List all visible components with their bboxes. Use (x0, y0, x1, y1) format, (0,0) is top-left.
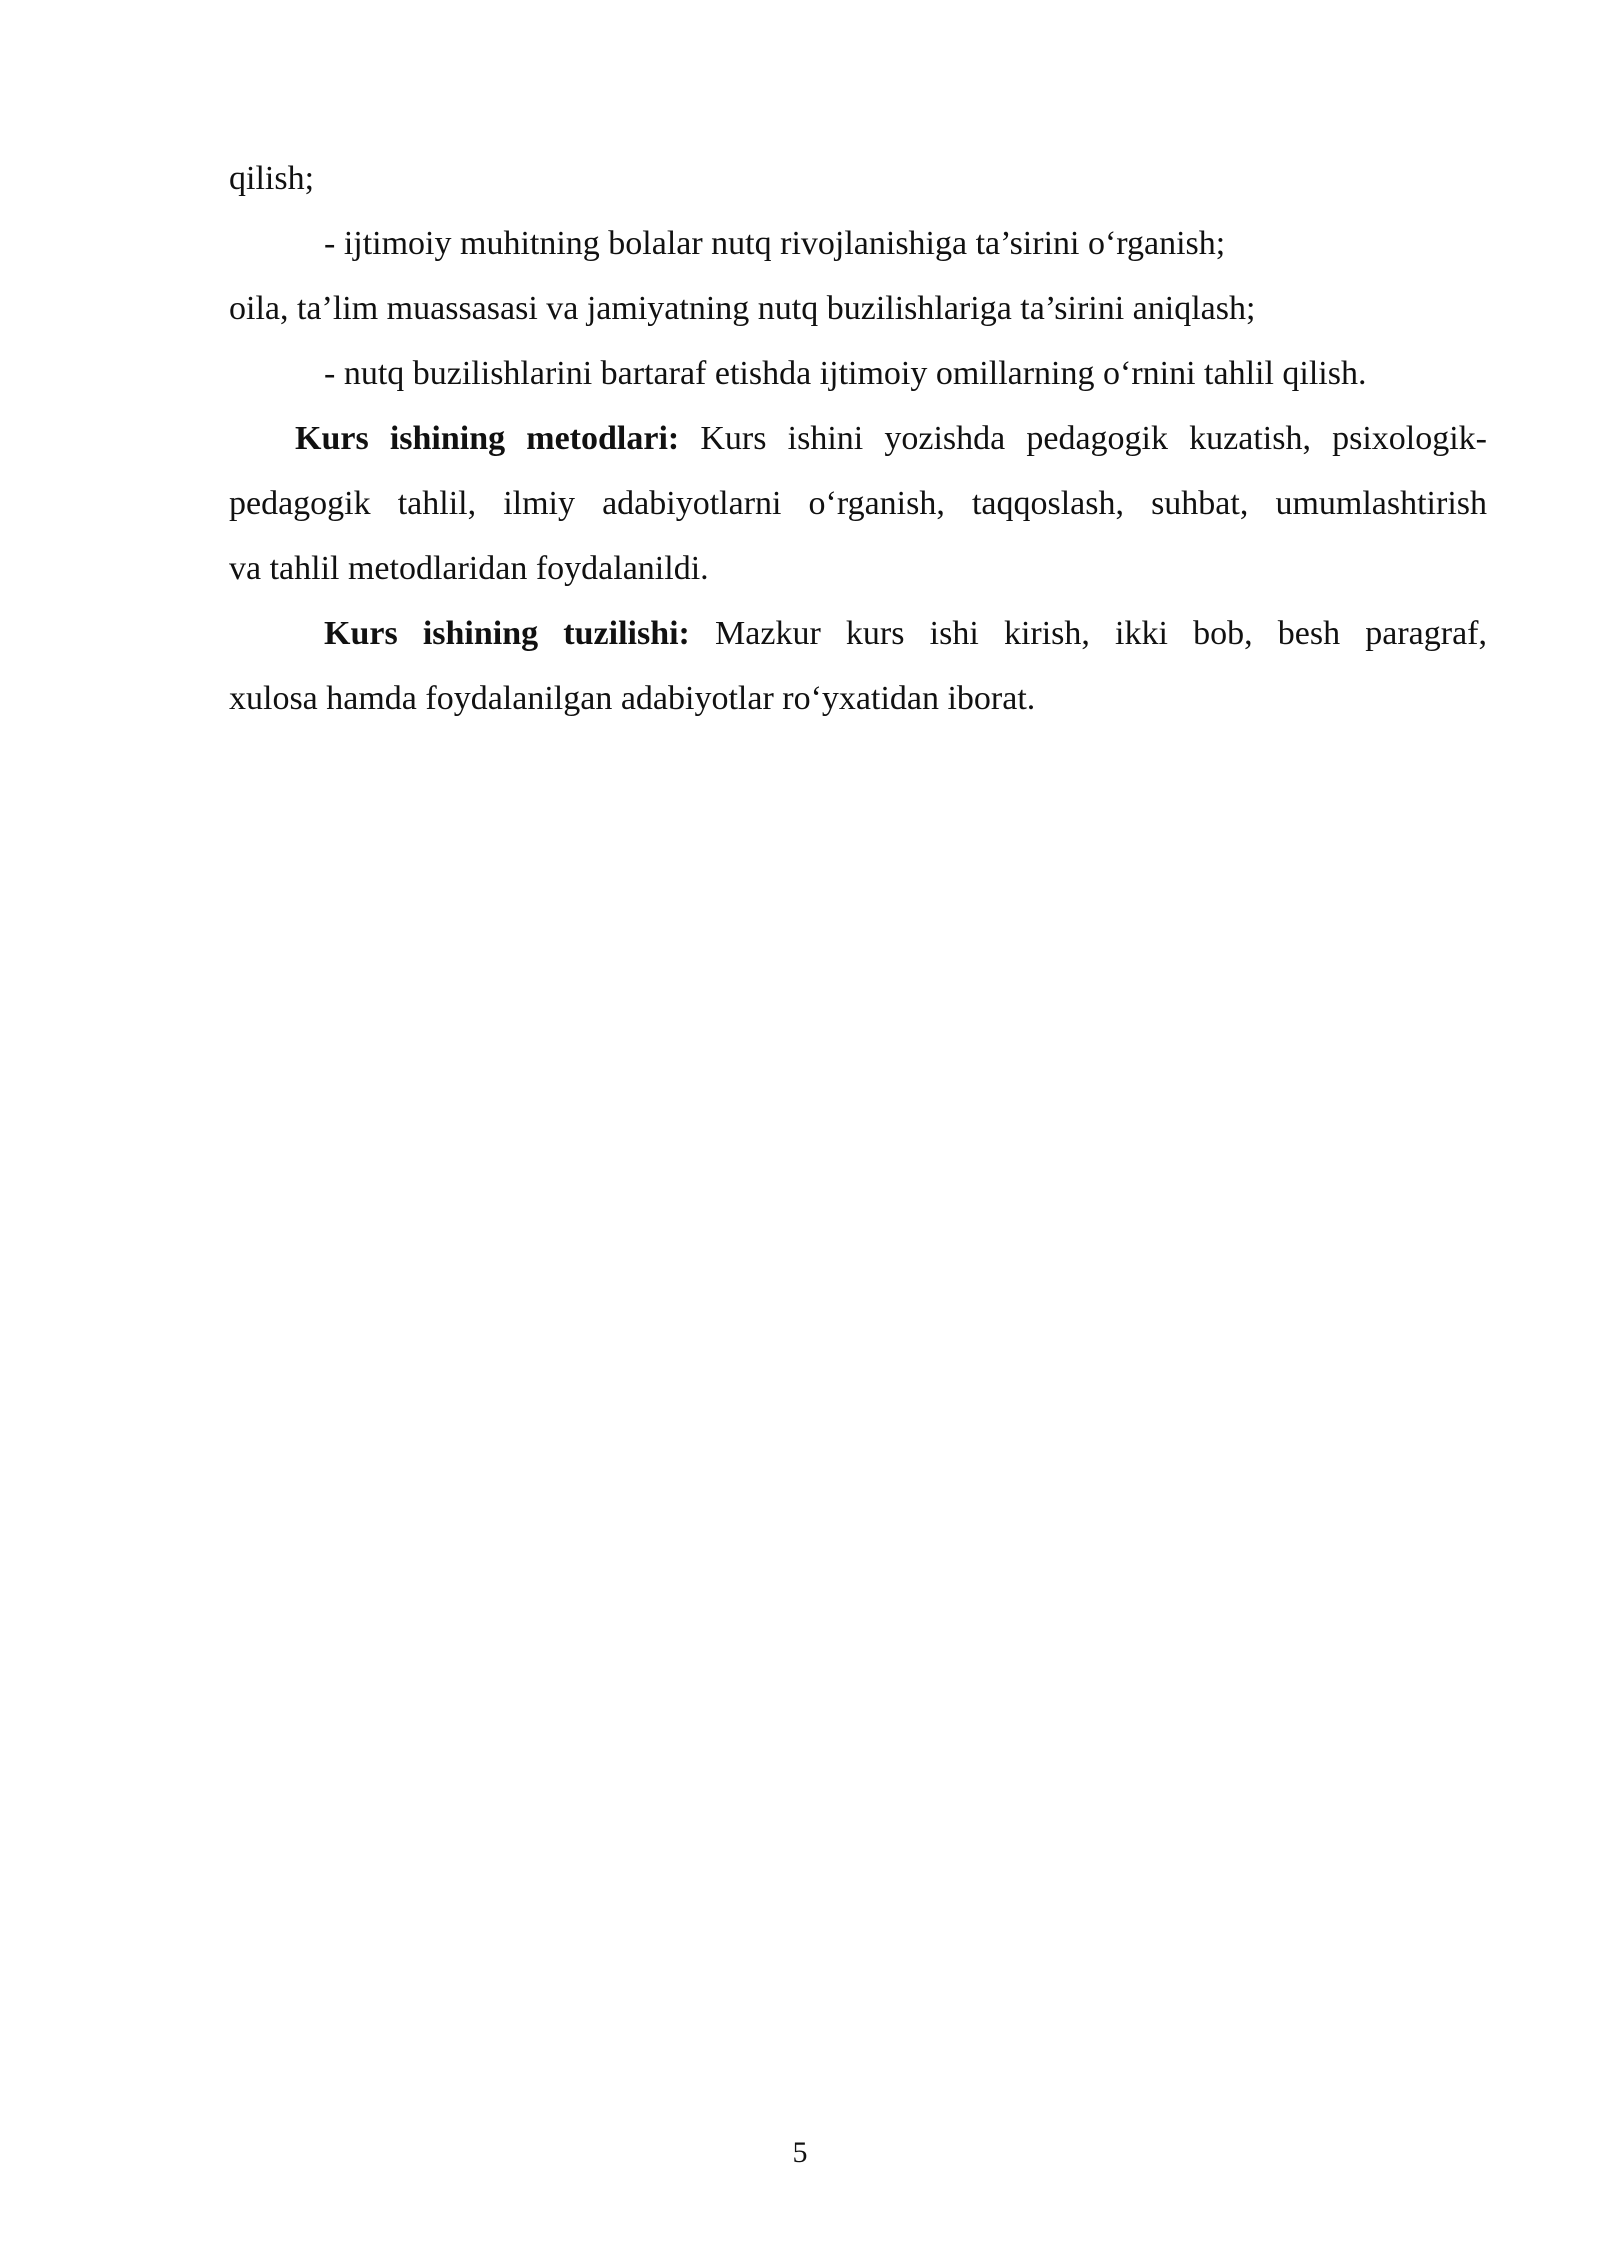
structure-label: Kurs ishining tuzilishi: (324, 615, 690, 652)
text-line: oila, ta’lim muassasasi va jamiyatning nutq buzilishlariga ta’sirini aniqlash; (229, 290, 1256, 327)
bullet-line: - ijtimoiy muhitning bolalar nutq rivojlanishiga ta’sirini o‘rganish; (324, 225, 1226, 262)
page-body (229, 146, 1487, 731)
text-line: qilish; (229, 160, 315, 197)
methods-paragraph-line (229, 406, 1487, 471)
structure-paragraph-line (229, 601, 1487, 666)
bullet-line: - nutq buzilishlarini bartaraf etishda ijtimoiy omillarning o‘rnini tahlil qilish. (324, 355, 1367, 392)
page-number: 5 (792, 2136, 808, 2169)
methods-label: Kurs ishining metodlari: (295, 420, 680, 457)
methods-paragraph-line: va tahlil metodlaridan foydalanildi. (229, 550, 709, 587)
structure-paragraph-line: xulosa hamda foydalanilgan adabiyotlar ro‘yxatidan iborat. (229, 680, 1036, 717)
structure-text: Mazkur kurs ishi kirish, ikki bob, besh paragraf, (689, 615, 1487, 652)
methods-paragraph-line: pedagogik tahlil, ilmiy adabiyotlarni o‘rganish, taqqoslash, suhbat, umumlashtirish (229, 485, 1487, 522)
methods-text: Kurs ishini yozishda pedagogik kuzatish, psixologik- (679, 420, 1487, 457)
